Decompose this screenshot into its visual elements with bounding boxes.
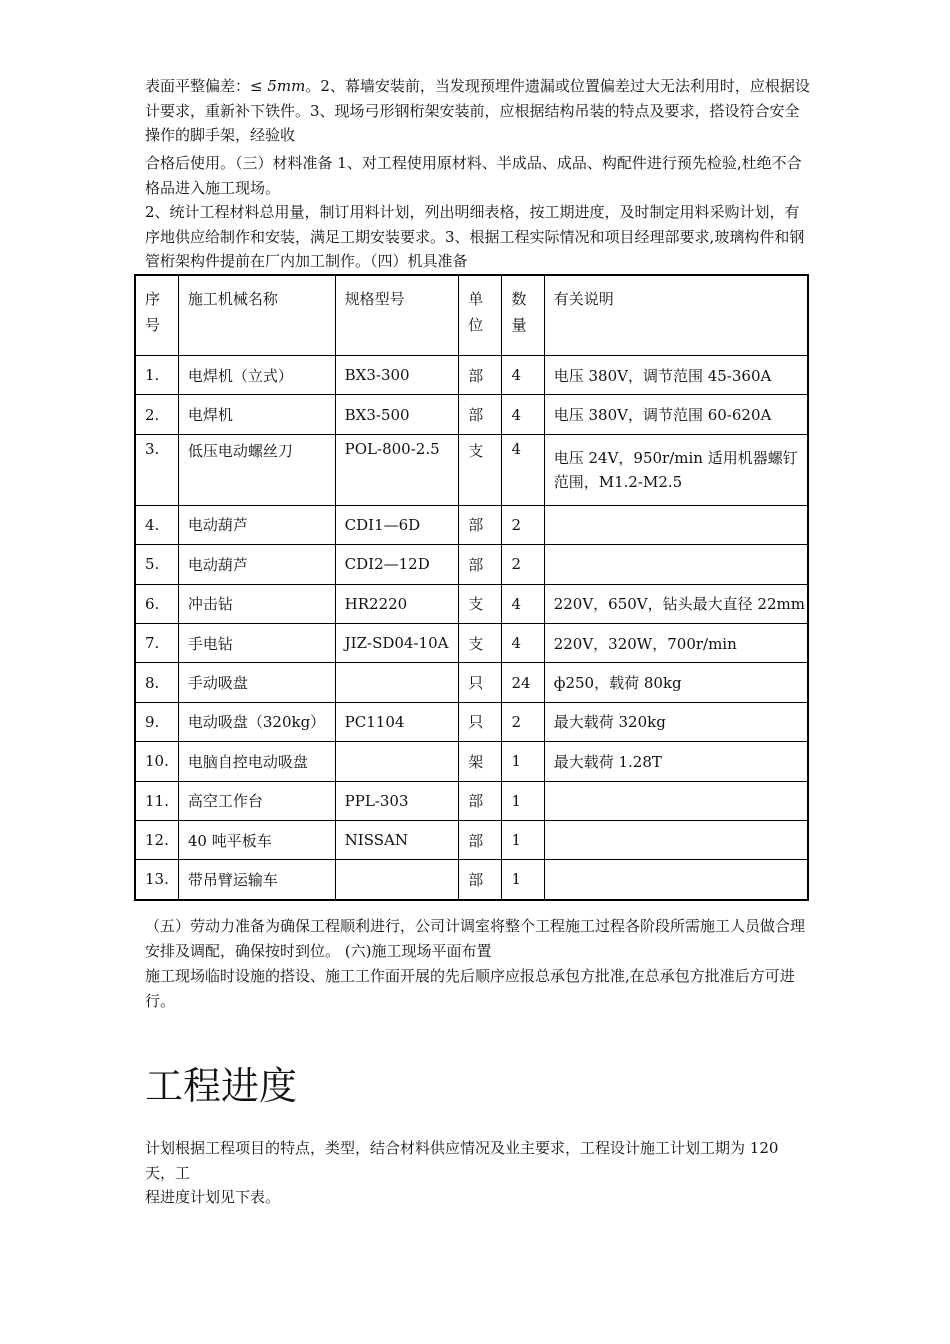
cell-no: 3. [136,435,179,506]
cell-note: ф250，载荷 80kg [545,663,807,702]
cell-no: 6. [136,585,179,624]
header-unit: 单 位 [459,276,502,356]
header-name: 施工机械名称 [179,276,336,356]
cell-unit: 支 [459,624,502,663]
cell-note: 电压 380V，调节范围 45-360A [545,356,807,395]
cell-qty: 4 [502,624,544,663]
cell-note: 电压 24V，950r/min 适用机器螺钉范围，M1.2-M2.5 [545,435,807,506]
cell-no: 7. [136,624,179,663]
cell-no: 9. [136,703,179,742]
cell-name: 电焊机（立式） [179,356,336,395]
cell-no: 2. [136,395,179,434]
cell-note: 220V，650V，钻头最大直径 22mm [545,585,807,624]
cell-unit: 部 [459,860,502,898]
cell-note: 电压 380V，调节范围 60-620A [545,395,807,434]
schedule-line-2: 程进度计划见下表。 [145,1188,281,1206]
paragraph-installation-requirements [145,74,811,148]
cell-model: CDI1—6D [336,506,460,545]
cell-note [545,860,807,898]
cell-unit: 部 [459,821,502,860]
paragraph-material-preparation: 合格后使用。（三）材料准备 1、对工程使用原材料、半成品、成品、构配件进行预先检验,杜绝不合格品进入施工现场。 [145,154,802,197]
cell-model: BX3-500 [336,395,460,434]
cell-unit: 部 [459,395,502,434]
cell-note [545,545,807,584]
cell-name: 电动葫芦 [179,545,336,584]
table-row [136,395,807,434]
cell-unit: 部 [459,356,502,395]
cell-no: 5. [136,545,179,584]
cell-no: 12. [136,821,179,860]
cell-no: 11. [136,782,179,821]
cell-unit: 部 [459,545,502,584]
table-header-row [136,276,807,356]
table-row [136,782,807,821]
cell-note [545,506,807,545]
header-model: 规格型号 [336,276,460,356]
table-row [136,624,807,663]
header-no: 序 号 [136,276,179,356]
table-row [136,506,807,545]
cell-unit: 部 [459,506,502,545]
cell-name: 高空工作台 [179,782,336,821]
cell-unit: 支 [459,435,502,506]
cell-qty: 2 [502,506,544,545]
header-qty: 数 量 [502,276,544,356]
cell-model: POL-800-2.5 [336,435,460,506]
cell-name: 电脑自控电动吸盘 [179,742,336,781]
text-flatness-value: 5mm [267,77,306,95]
cell-model: HR2220 [336,585,460,624]
cell-unit: 只 [459,703,502,742]
cell-note: 最大载荷 320kg [545,703,807,742]
table-row [136,356,807,395]
cell-qty: 4 [502,585,544,624]
cell-name: 低压电动螺丝刀 [179,435,336,506]
cell-name: 手动吸盘 [179,663,336,702]
table-row [136,703,807,742]
section-heading: 工程进度 [145,1064,298,1108]
table-row [136,435,807,506]
table-row [136,585,807,624]
cell-no: 13. [136,860,179,898]
equipment-table [134,274,809,901]
table-row [136,545,807,584]
cell-note [545,782,807,821]
cell-name: 电焊机 [179,395,336,434]
cell-no: 10. [136,742,179,781]
table-row [136,742,807,781]
cell-model: PC1104 [336,703,460,742]
table-row [136,663,807,702]
cell-qty: 1 [502,821,544,860]
cell-qty: 1 [502,742,544,781]
cell-qty: 4 [502,435,544,506]
header-note: 有关说明 [545,276,807,356]
table-row [136,860,807,898]
cell-model [336,860,460,898]
cell-no: 8. [136,663,179,702]
cell-no: 1. [136,356,179,395]
cell-model: NISSAN [336,821,460,860]
cell-qty: 2 [502,545,544,584]
text-installation-body: 。2、幕墙安装前，当发现预埋件遗漏或位置偏差过大无法利用时，应根据设计要求，重新补下铁件。3、现场弓形钢桁架安装前，应根据结构吊装的特点及要求，搭设符合安全操作的脚手架，经验收 [145,77,810,144]
paragraph-labor-preparation: （五）劳动力准备为确保工程顺利进行，公司计调室将整个工程施工过程各阶段所需施工人员做合理安排及调配，确保按时到位。 (六)施工现场平面布置 [145,917,806,960]
cell-name: 电动葫芦 [179,506,336,545]
cell-model: PPL-303 [336,782,460,821]
cell-qty: 4 [502,395,544,434]
cell-model: JIZ-SD04-10A [336,624,460,663]
table-row [136,821,807,860]
cell-name: 电动吸盘（320kg） [179,703,336,742]
cell-model: CDI2—12D [336,545,460,584]
cell-name: 冲击钻 [179,585,336,624]
cell-unit: 只 [459,663,502,702]
cell-qty: 4 [502,356,544,395]
paragraph-site-layout: 施工现场临时设施的搭设、施工工作面开展的先后顺序应报总承包方批准,在总承包方批准后方可进行。 [145,967,795,1010]
cell-qty: 1 [502,782,544,821]
cell-model [336,742,460,781]
cell-note [545,821,807,860]
schedule-line-1: 计划根据工程项目的特点，类型，结合材料供应情况及业主要求，工程设计施工计划工期为 120 天，工 [145,1139,779,1182]
cell-note: 220V，320W，700r/min [545,624,807,663]
cell-model [336,663,460,702]
cell-no: 4. [136,506,179,545]
cell-unit: 架 [459,742,502,781]
cell-name: 手电钻 [179,624,336,663]
cell-name: 带吊臂运输车 [179,860,336,898]
cell-qty: 2 [502,703,544,742]
paragraph-schedule [145,1136,811,1210]
cell-qty: 24 [502,663,544,702]
cell-qty: 1 [502,860,544,898]
cell-note: 最大载荷 1.28T [545,742,807,781]
cell-unit: 部 [459,782,502,821]
text-flatness-prefix: 表面平整偏差：≤ [145,77,268,95]
cell-unit: 支 [459,585,502,624]
paragraph-material-plan: 2、统计工程材料总用量，制订用料计划，列出明细表格，按工期进度，及时制定用料采购计划，有序地供应给制作和安装，满足工期安装要求。3、根据工程实际情况和项目经理部要求,玻璃构件和钢管桁架构件提前在厂内加工制作。（四）机具准备 [145,203,805,270]
cell-model: BX3-300 [336,356,460,395]
cell-name: 40 吨平板车 [179,821,336,860]
